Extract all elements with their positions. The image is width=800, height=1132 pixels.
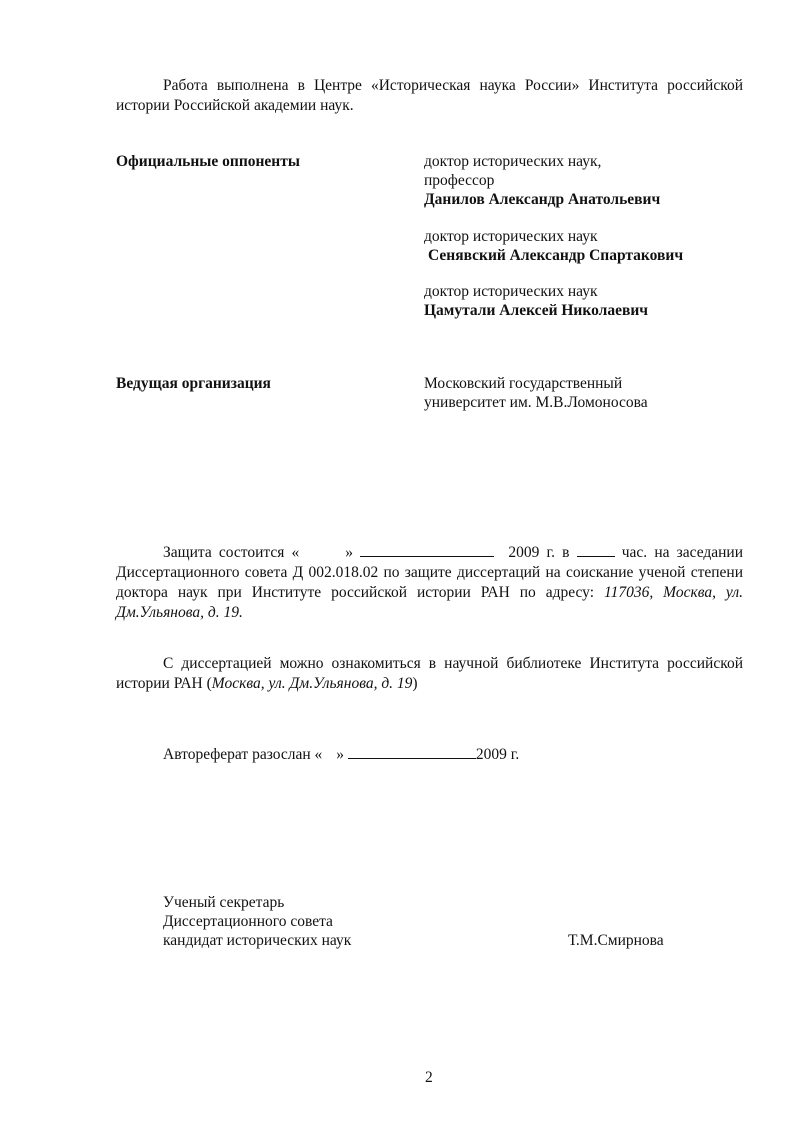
opponent-1 <box>424 152 660 209</box>
library-text: С диссертацией можно ознакомиться в научной библиотеке Института российской истории РАН ( <box>116 655 743 692</box>
mailing-text-3: 2009 г. <box>475 746 520 763</box>
defense-text-2: » <box>345 544 353 561</box>
lead-org-heading: Ведущая организация <box>116 375 271 392</box>
opponent-2 <box>424 227 683 265</box>
library-close: ) <box>412 675 418 692</box>
opponent-1-name: Данилов Александр Анатольевич <box>424 191 661 208</box>
defense-hour-blank <box>577 542 615 557</box>
mailing-text-2: » <box>336 746 345 763</box>
opponent-2-degree: доктор исторических наук <box>424 228 598 245</box>
lead-org-line2: университет им. М.В.Ломоносова <box>424 394 648 411</box>
library-address: Москва, ул. Дм.Ульянова, д. 19 <box>211 675 413 692</box>
defense-month-blank <box>360 542 494 557</box>
defense-text-3: 2009 г. в <box>508 544 570 561</box>
opponent-3 <box>424 282 648 320</box>
mailing-text-1: Автореферат разослан « <box>163 746 323 763</box>
page-number: 2 <box>425 1069 433 1086</box>
lead-org <box>424 374 648 412</box>
mailing-line <box>163 744 519 764</box>
library-paragraph <box>116 654 743 694</box>
secretary-line3: кандидат исторических наук <box>163 932 352 949</box>
secretary-line1: Ученый секретарь <box>163 894 285 911</box>
opponent-2-name: Сенявский Александр Спартакович <box>428 247 684 264</box>
intro-paragraph <box>116 76 743 116</box>
opponent-3-name: Цамутали Алексей Николаевич <box>424 302 649 319</box>
opponent-1-degree: доктор исторических наук, <box>424 153 602 170</box>
intro-text: Работа выполнена в Центре «Историческая наука России» Института российской истории Российской академии наук. <box>116 77 743 114</box>
lead-org-line1: Московский государственный <box>424 375 623 392</box>
secretary-block <box>163 893 351 950</box>
defense-text-4: час. на заседании Диссертационного совета Д 002.018.02 по защите диссертаций на соискание ученой степени доктора наук при Институте российской истории РАН по адресу: <box>116 544 744 601</box>
opponent-1-title: профессор <box>424 172 495 189</box>
secretary-line2: Диссертационного совета <box>163 913 333 930</box>
opponent-3-degree: доктор исторических наук <box>424 283 598 300</box>
defense-address: 117036, Москва, ул. Дм.Ульянова, д. 19. <box>116 584 743 621</box>
secretary-name: Т.М.Смирнова <box>568 932 664 949</box>
defense-text-1: Защита состоится « <box>163 544 300 561</box>
mailing-month-blank <box>348 744 476 759</box>
opponents-heading: Официальные оппоненты <box>116 153 300 170</box>
defense-paragraph <box>116 542 743 623</box>
